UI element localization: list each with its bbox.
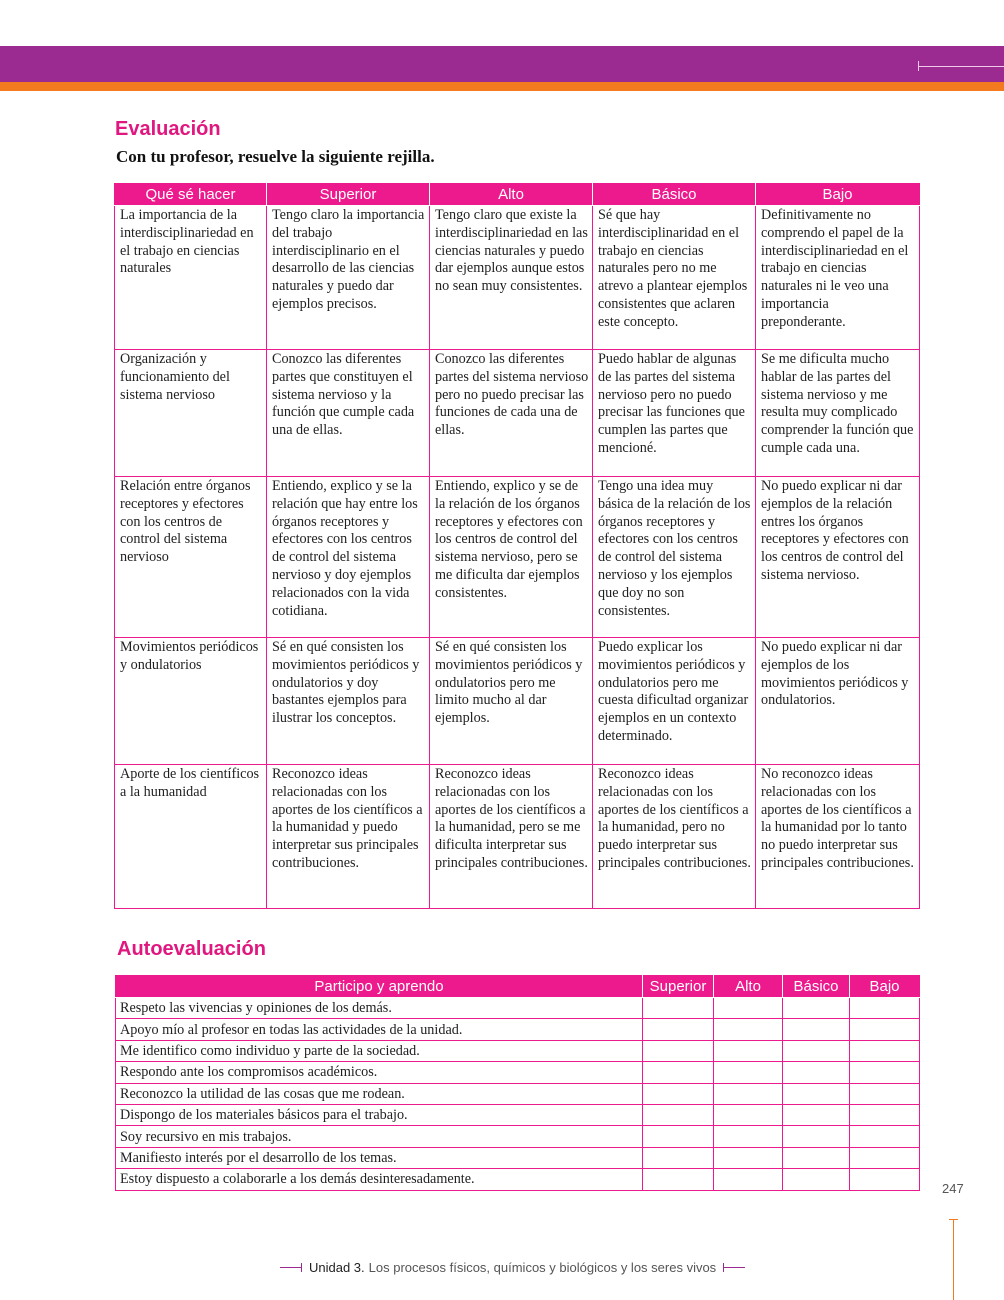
alto-check-cell[interactable] [714,1169,783,1190]
rubric-bajo-cell: No puedo explicar ni dar ejemplos de la relación entres los órganos receptores y efectores con los centros de control del sistema nervioso. [756,477,920,638]
evaluation-title: Evaluación [115,118,221,140]
rubric-superior-cell: Entiendo, explico y se la relación que hay entre los órganos receptores y efectores con los centros de control del sistema nervioso y doy ejemplos relacionados con la vida cotidiana. [267,477,430,638]
rubric-row [115,765,920,909]
basico-check-cell[interactable] [783,1169,850,1190]
self-eval-header-item: Participo y aprendo [116,976,643,998]
bajo-check-cell[interactable] [850,1169,920,1190]
rubric-header-basico: Básico [593,184,756,206]
superior-check-cell[interactable] [643,1169,714,1190]
rubric-header-row [115,184,920,206]
self-eval-row [116,1104,920,1125]
rubric-basico-cell: Reconozco ideas relacionadas con los aportes de los científicos a la humanidad, pero no puedo interpretar sus principales contribuciones. [593,765,756,909]
rubric-row [115,477,920,638]
self-evaluation-title: Autoevaluación [117,938,266,960]
self-eval-item: Dispongo de los materiales básicos para el trabajo. [116,1104,643,1125]
rubric-row [115,206,920,350]
alto-check-cell[interactable] [714,1062,783,1083]
self-eval-row [116,1147,920,1168]
basico-check-cell[interactable] [783,1040,850,1061]
self-eval-item: Reconozco la utilidad de las cosas que me rodean. [116,1083,643,1104]
side-decor-line [953,1220,954,1300]
page-number: 247 [942,1181,964,1196]
header-decor-line [918,66,1004,67]
rubric-alto-cell: Tengo claro que existe la interdisciplinariedad en las ciencias naturales y puedo dar ejemplos aunque estos no sean muy consistentes. [430,206,593,350]
superior-check-cell[interactable] [643,1062,714,1083]
self-eval-header-basico: Básico [783,976,850,998]
rubric-criterion-cell: Movimientos periódicos y ondulatorios [115,638,267,765]
basico-check-cell[interactable] [783,1062,850,1083]
rubric-superior-cell: Tengo claro la importancia del trabajo interdisciplinario en el desarrollo de las ciencias naturales y puedo dar ejemplos precisos. [267,206,430,350]
bajo-check-cell[interactable] [850,1126,920,1147]
alto-check-cell[interactable] [714,1104,783,1125]
bajo-check-cell[interactable] [850,1062,920,1083]
alto-check-cell[interactable] [714,1083,783,1104]
rubric-basico-cell: Puedo hablar de algunas de las partes del sistema nervioso pero no puedo precisar las funciones que cumplen las partes que mencioné. [593,350,756,477]
basico-check-cell[interactable] [783,1083,850,1104]
self-eval-row [116,1083,920,1104]
header-band [0,46,1004,82]
rubric-row [115,350,920,477]
rubric-criterion-cell: Aporte de los científicos a la humanidad [115,765,267,909]
footer-decor-right [723,1267,745,1268]
self-eval-header-row [116,976,920,998]
header-decor-tick [918,61,919,71]
self-eval-item: Respondo ante los compromisos académicos. [116,1062,643,1083]
basico-check-cell[interactable] [783,1147,850,1168]
superior-check-cell[interactable] [643,1104,714,1125]
superior-check-cell[interactable] [643,1126,714,1147]
basico-check-cell[interactable] [783,1019,850,1040]
rubric-basico-cell: Puedo explicar los movimientos periódicos y ondulatorios pero me cuesta dificultad organizar ejemplos en un contexto determinado. [593,638,756,765]
page-footer [280,1260,745,1275]
rubric-header-alto: Alto [430,184,593,206]
alto-check-cell[interactable] [714,1126,783,1147]
superior-check-cell[interactable] [643,1147,714,1168]
rubric-row [115,638,920,765]
rubric-bajo-cell: Definitivamente no comprendo el papel de la interdisciplinariedad en el trabajo en ciencias naturales ni le veo una importancia preponderante. [756,206,920,350]
rubric-alto-cell: Sé en qué consisten los movimientos periódicos y ondulatorios pero me limito mucho al dar ejemplos. [430,638,593,765]
self-eval-row [116,998,920,1019]
rubric-superior-cell: Sé en qué consisten los movimientos periódicos y ondulatorios y doy bastantes ejemplos para ilustrar los conceptos. [267,638,430,765]
rubric-alto-cell: Entiendo, explico y se de la relación de los órganos receptores y efectores con los centros de control del sistema nervioso, pero se me dificulta dar ejemplos consistentes. [430,477,593,638]
alto-check-cell[interactable] [714,1040,783,1061]
alto-check-cell[interactable] [714,1147,783,1168]
footer-unit: Unidad 3. [309,1260,365,1275]
footer-unit-title: Los procesos físicos, químicos y biológicos y los seres vivos [368,1260,717,1275]
superior-check-cell[interactable] [643,1040,714,1061]
rubric-criterion-cell: Organización y funcionamiento del sistema nervioso [115,350,267,477]
bajo-check-cell[interactable] [850,1083,920,1104]
self-eval-item: Soy recursivo en mis trabajos. [116,1126,643,1147]
self-eval-row [116,1040,920,1061]
bajo-check-cell[interactable] [850,1147,920,1168]
basico-check-cell[interactable] [783,1104,850,1125]
rubric-header-criterion: Qué sé hacer [115,184,267,206]
bajo-check-cell[interactable] [850,1019,920,1040]
rubric-criterion-cell: La importancia de la interdisciplinariedad en el trabajo en ciencias naturales [115,206,267,350]
self-eval-row [116,1062,920,1083]
rubric-bajo-cell: No reconozco ideas relacionadas con los aportes de los científicos a la humanidad por lo tanto no puedo interpretar sus principales contribuciones. [756,765,920,909]
evaluation-rubric-table [114,183,920,909]
bajo-check-cell[interactable] [850,1040,920,1061]
alto-check-cell[interactable] [714,998,783,1019]
rubric-alto-cell: Conozco las diferentes partes del sistema nervioso pero no puedo precisar las funciones de cada una de ellas. [430,350,593,477]
self-eval-item: Estoy dispuesto a colaborarle a los demás desinteresadamente. [116,1169,643,1190]
rubric-criterion-cell: Relación entre órganos receptores y efectores con los centros de control del sistema nervioso [115,477,267,638]
rubric-alto-cell: Reconozco ideas relacionadas con los aportes de los científicos a la humanidad, pero se me dificulta interpretar sus principales contribuciones. [430,765,593,909]
self-eval-item: Apoyo mío al profesor en todas las actividades de la unidad. [116,1019,643,1040]
self-eval-row [116,1126,920,1147]
header-stripe [0,82,1004,91]
basico-check-cell[interactable] [783,998,850,1019]
rubric-bajo-cell: No puedo explicar ni dar ejemplos de los movimientos periódicos y ondulatorios. [756,638,920,765]
rubric-basico-cell: Sé que hay interdisciplinaridad en el trabajo en ciencias naturales pero no me atrevo a plantear ejemplos consistentes que aclaren este concepto. [593,206,756,350]
rubric-superior-cell: Reconozco ideas relacionadas con los aportes de los científicos a la humanidad y puedo interpretar sus principales contribuciones. [267,765,430,909]
basico-check-cell[interactable] [783,1126,850,1147]
evaluation-instruction: Con tu profesor, resuelve la siguiente rejilla. [116,147,435,166]
rubric-bajo-cell: Se me dificulta mucho hablar de las partes del sistema nervioso y me resulta muy complicado comprender la función que cumple cada una. [756,350,920,477]
self-eval-item: Manifiesto interés por el desarrollo de los temas. [116,1147,643,1168]
superior-check-cell[interactable] [643,998,714,1019]
rubric-basico-cell: Tengo una idea muy básica de la relación de los órganos receptores y efectores con los centros de control del sistema nervioso y los ejemplos que doy no son consistentes. [593,477,756,638]
self-eval-item: Me identifico como individuo y parte de la sociedad. [116,1040,643,1061]
self-evaluation-table [115,975,920,1191]
rubric-header-bajo: Bajo [756,184,920,206]
superior-check-cell[interactable] [643,1083,714,1104]
alto-check-cell[interactable] [714,1019,783,1040]
bajo-check-cell[interactable] [850,1104,920,1125]
rubric-header-superior: Superior [267,184,430,206]
self-eval-header-superior: Superior [643,976,714,998]
superior-check-cell[interactable] [643,1019,714,1040]
self-eval-header-alto: Alto [714,976,783,998]
self-eval-header-bajo: Bajo [850,976,920,998]
bajo-check-cell[interactable] [850,998,920,1019]
footer-decor-left [280,1267,302,1268]
rubric-superior-cell: Conozco las diferentes partes que constituyen el sistema nervioso y la función que cumple cada una de ellas. [267,350,430,477]
self-eval-item: Respeto las vivencias y opiniones de los demás. [116,998,643,1019]
self-eval-row [116,1019,920,1040]
self-eval-row [116,1169,920,1190]
